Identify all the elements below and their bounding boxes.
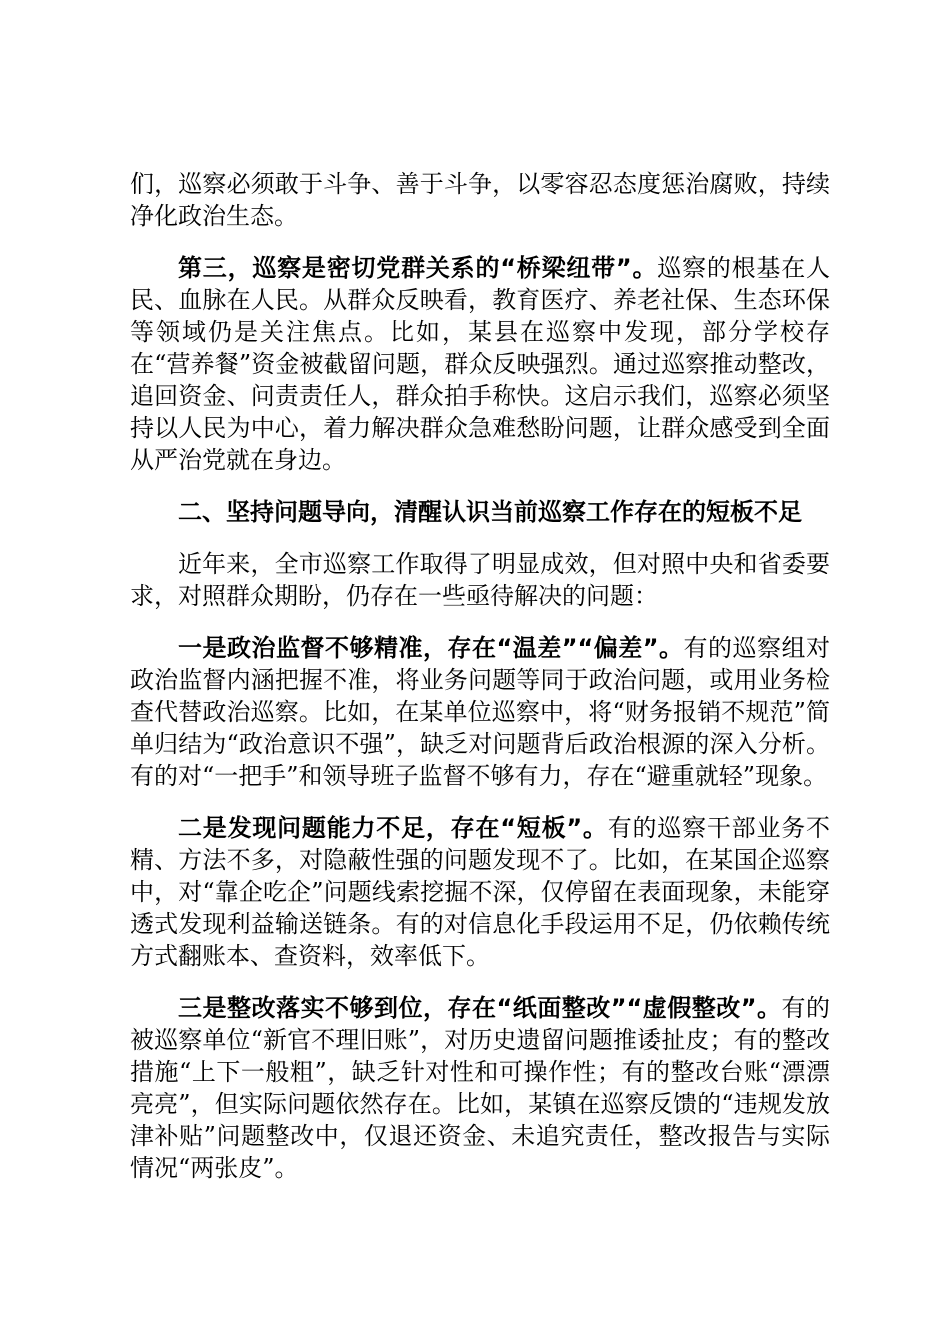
document-body	[130, 168, 830, 1204]
paragraph-text: 巡察的根基在人民、血脉在人民。从群众反映看，教育医疗、养老社保、生态环保等领域仍是关注焦点。比如，某县在巡察中发现，部分学校存在“营养餐”资金被截留问题，群众反映强烈。通过巡察推动整改，追回资金、问责责任人，群众拍手称快。这启示我们，巡察必须坚持以人民为中心，着力解决群众急难愁盼问题，让群众感受到全面从严治党就在身边。	[130, 254, 831, 474]
section-heading: 二、坚持问题导向，清醒认识当前巡察工作存在的短板不足	[178, 498, 802, 526]
paragraph-text: 近年来，全市巡察工作取得了明显成效，但对照中央和省委要求，对照群众期盼，仍存在一些亟待解决的问题：	[130, 550, 830, 610]
paragraph-text: 有的被巡察单位“新官不理旧账”，对历史遗留问题推诿扯皮；有的整改措施“上下一般粗”，缺乏针对性和可操作性；有的整改台账“漂漂亮亮”，但实际问题依然存在。比如，某镇在巡察反馈的“违规发放津补贴”问题整改中，仅退还资金、未追究责任，整改报告与实际情况“两张皮”。	[130, 994, 831, 1182]
paragraph-lead: 三是整改落实不够到位，存在“纸面整改”“虚假整改”。	[178, 994, 782, 1022]
paragraph-lead: 第三，巡察是密切党群关系的“桥梁纽带”。	[178, 254, 658, 282]
paragraph-lead: 二是发现问题能力不足，存在“短板”。	[178, 814, 608, 842]
paragraph-lead: 一是政治监督不够精准，存在“温差”“偏差”。	[178, 634, 684, 662]
paragraph-issue-three	[130, 992, 830, 1184]
paragraph-text: 有的巡察组对政治监督内涵把握不准，将业务问题等同于政治问题，或用业务检查代替政治巡察。比如，在某单位巡察中，将“财务报销不规范”简单归结为“政治意识不强”，缺乏对问题背后政治根源的深入分析。有的对“一把手”和领导班子监督不够有力，存在“避重就轻”现象。	[130, 634, 831, 790]
paragraph-issue-two	[130, 812, 830, 972]
paragraph-third-point	[130, 252, 830, 476]
paragraph-text: 有的巡察干部业务不精、方法不多，对隐蔽性强的问题发现不了。比如，在某国企巡察中，对“靠企吃企”问题线索挖掘不深，仅停留在表面现象，未能穿透式发现利益输送链条。有的对信息化手段运用不足，仍依赖传统方式翻账本、查资料，效率低下。	[130, 814, 831, 970]
paragraph-text: 们，巡察必须敢于斗争、善于斗争，以零容忍态度惩治腐败，持续净化政治生态。	[130, 170, 830, 230]
paragraph-issue-one	[130, 632, 830, 792]
paragraph-continuation	[130, 168, 830, 232]
paragraph-intro	[130, 548, 830, 612]
